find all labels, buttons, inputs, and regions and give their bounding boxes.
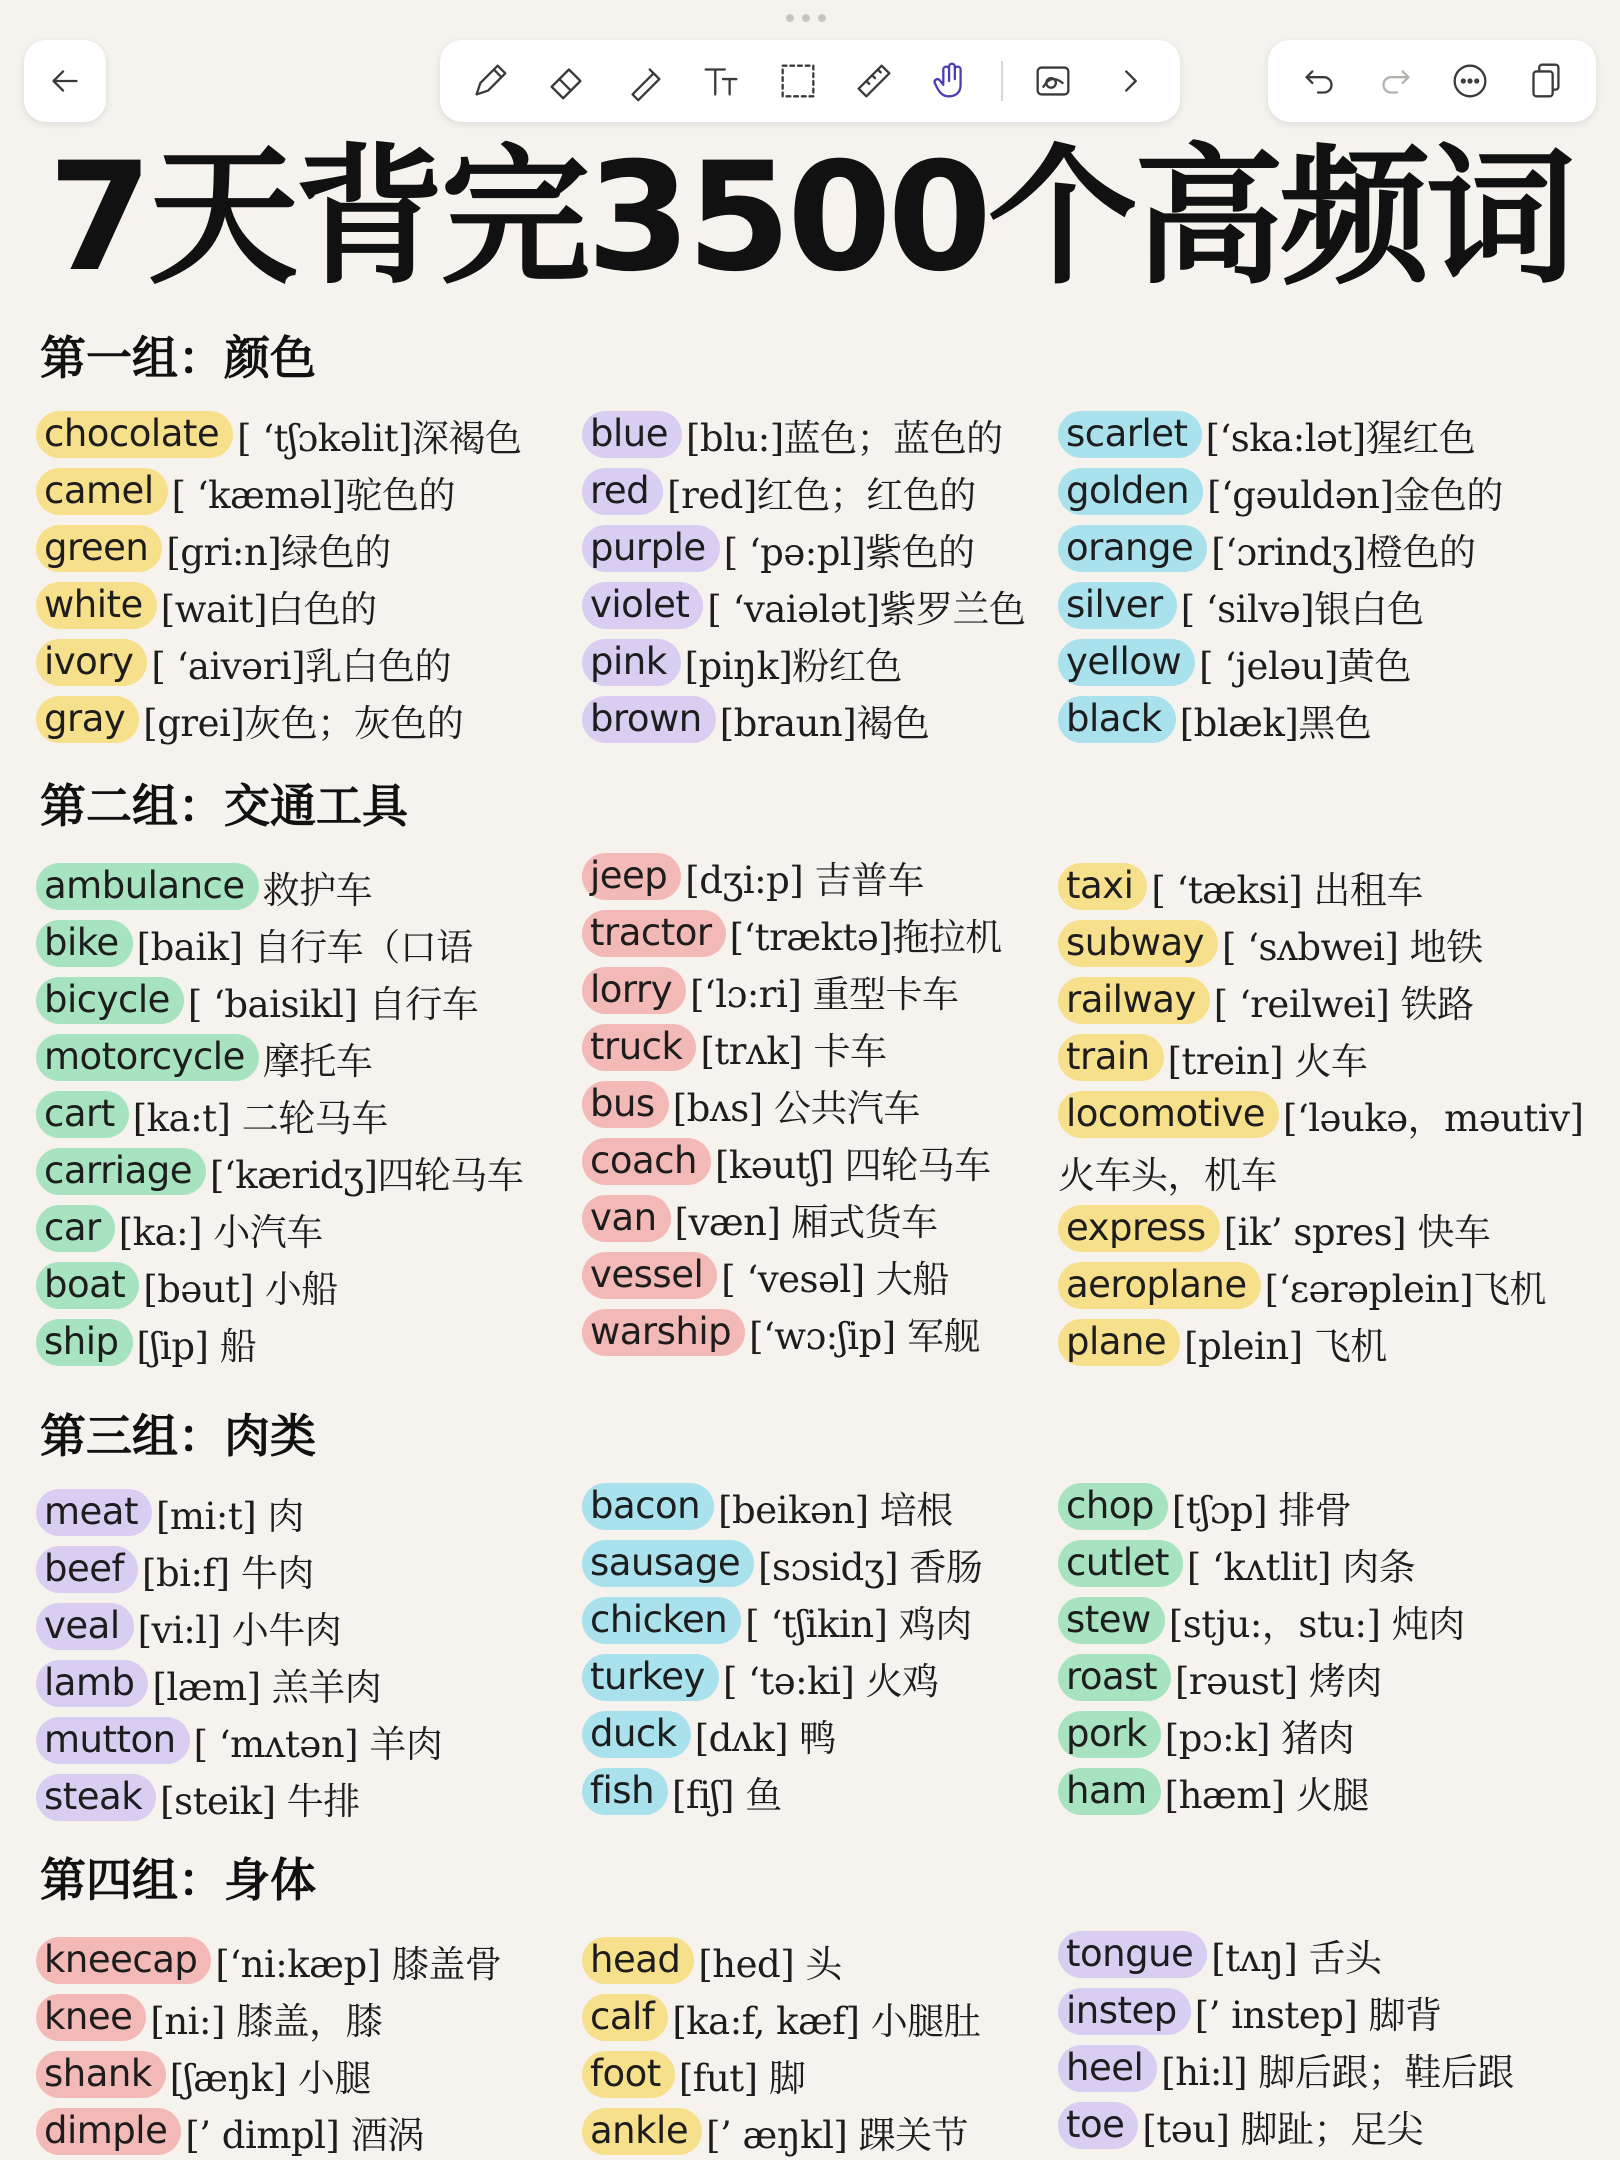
vocab-word: lorry — [582, 967, 686, 1014]
vocab-word: knee — [36, 1994, 146, 2041]
eraser-icon[interactable] — [540, 54, 594, 108]
vocab-definition: 救护车 — [262, 868, 373, 912]
vocab-word: heel — [1058, 2045, 1157, 2092]
vocab-entry — [36, 915, 556, 972]
vocab-entry — [36, 1029, 556, 1086]
toolbar-separator — [1001, 61, 1003, 101]
vocab-definition: [trʌk] 卡车 — [700, 1029, 887, 1073]
vocab-entry — [36, 1257, 556, 1314]
window-grabber[interactable] — [786, 14, 826, 22]
vocab-column — [36, 858, 556, 1371]
vocab-definition: [ ‘aivəri]乳白色的 — [151, 644, 452, 688]
vocab-word: jeep — [582, 853, 681, 900]
vocab-definition: [təu] 脚趾；足尖 — [1142, 2107, 1424, 2151]
vocab-entry — [582, 905, 1102, 962]
vocab-definition: [pɔ:k] 猪肉 — [1164, 1716, 1355, 1760]
vocab-definition: [plein] 飞机 — [1184, 1324, 1387, 1368]
vocab-entry — [36, 1769, 556, 1826]
vocab-word: meat — [36, 1489, 152, 1536]
vocab-word: chocolate — [36, 411, 233, 458]
vocab-definition: [vi:l] 小牛肉 — [137, 1608, 342, 1652]
vocab-definition: [braun]褐色 — [719, 701, 930, 745]
vocab-entry — [1058, 1706, 1578, 1763]
vocab-entry — [1058, 577, 1578, 634]
vocab-definition: [fut] 脚 — [678, 2056, 806, 2100]
vocab-word: cutlet — [1058, 1540, 1183, 1587]
vocab-word: ankle — [582, 2108, 702, 2155]
vocab-definition: [‘ni:kæp] 膝盖骨 — [215, 1942, 502, 1986]
highlighter-icon[interactable] — [617, 54, 671, 108]
vocab-entry — [582, 1763, 1102, 1820]
vocab-definition: [væn] 厢式货车 — [674, 1200, 938, 1244]
vocab-definition: [ʃæŋk] 小腿 — [169, 2056, 371, 2100]
vocab-definition: [fiʃ] 鱼 — [672, 1773, 782, 1817]
vocab-column — [1058, 406, 1578, 748]
vocab-word: blue — [582, 411, 682, 458]
vocab-word: golden — [1058, 468, 1203, 515]
pencil-icon[interactable] — [463, 54, 517, 108]
vocab-word: warship — [582, 1309, 745, 1356]
vocab-definition: [‘ɛərəplein]飞机 — [1264, 1267, 1546, 1311]
vocab-word: coach — [582, 1138, 711, 1185]
vocab-word: brown — [582, 696, 716, 743]
vocab-entry — [1058, 520, 1578, 577]
vocab-definition: [‘ɔrindʒ]橙色的 — [1211, 530, 1476, 574]
vocab-entry — [582, 1019, 1102, 1076]
vocab-definition: [tʃɔp] 排骨 — [1171, 1488, 1352, 1532]
vocab-word: toe — [1058, 2102, 1138, 2149]
vocab-entry — [1058, 1029, 1578, 1086]
vocab-definition: [rəust] 烤肉 — [1175, 1659, 1382, 1703]
vocab-entry — [36, 520, 556, 577]
vocab-definition: [ ‘mʌtən] 羊肉 — [193, 1722, 443, 1766]
vocab-definition: [trein] 火车 — [1167, 1039, 1368, 1083]
vocab-definition: [dʒi:p] 吉普车 — [685, 858, 924, 902]
vocab-word: bacon — [582, 1483, 714, 1530]
vocab-column — [582, 1932, 1102, 2160]
vocab-word: bicycle — [36, 977, 184, 1024]
vocab-entry — [582, 634, 1102, 691]
vocab-definition: [ ‘baisikl] 自行车 — [187, 982, 479, 1026]
vocab-definition: [gri:n]绿色的 — [166, 530, 391, 574]
vocab-word: ivory — [36, 639, 147, 686]
vocab-column — [36, 406, 556, 748]
vocab-entry — [582, 1706, 1102, 1763]
vocab-entry — [582, 1133, 1102, 1190]
vocab-column — [36, 1932, 556, 2160]
vocab-definition: [red]红色；红色的 — [667, 473, 976, 517]
vocab-definition: [hed] 头 — [698, 1942, 842, 1986]
vocab-column — [582, 406, 1102, 748]
vocab-definition: [mi:t] 肉 — [156, 1494, 304, 1538]
vocab-entry — [36, 406, 556, 463]
vocab-entry — [1058, 1926, 1578, 1983]
vocab-definition: [ka:] 小汽车 — [118, 1210, 323, 1254]
vocab-word: cart — [36, 1091, 129, 1138]
vocab-word: pink — [582, 639, 681, 686]
vocab-entry — [582, 1076, 1102, 1133]
vocab-definition: [wait]白色的 — [160, 587, 377, 631]
vocab-entry — [1058, 1200, 1578, 1257]
vocab-word: carriage — [36, 1148, 206, 1195]
vocab-word: plane — [1058, 1319, 1180, 1366]
vocab-word: turkey — [582, 1654, 719, 1701]
vocab-word: tractor — [582, 910, 726, 957]
vocab-definition: 火车头，机车 — [1058, 1153, 1277, 1197]
text-icon[interactable] — [694, 54, 748, 108]
vocab-entry — [1058, 1983, 1578, 2040]
vocab-word: purple — [582, 525, 720, 572]
vocab-word: subway — [1058, 920, 1218, 967]
vocab-word: steak — [36, 1774, 156, 1821]
vocab-word: camel — [36, 468, 168, 515]
vocab-word: kneecap — [36, 1937, 211, 1984]
vocab-word: railway — [1058, 977, 1210, 1024]
vocab-entry — [1058, 1649, 1578, 1706]
vocab-word: train — [1058, 1034, 1164, 1081]
vocab-entry — [1058, 1086, 1584, 1143]
vocab-definition: [ ‘reilwei] 铁路 — [1213, 982, 1474, 1026]
vocab-entry — [36, 2103, 556, 2160]
ruler-icon[interactable] — [847, 54, 901, 108]
vocab-entry — [582, 1592, 1102, 1649]
vocab-word: violet — [582, 582, 703, 629]
vocab-entry — [1058, 1143, 1578, 1200]
vocab-word: white — [36, 582, 157, 629]
vocab-definition: [ ‘sʌbwei] 地铁 — [1222, 925, 1483, 969]
vocab-word: chicken — [582, 1597, 741, 1644]
vocab-word: gray — [36, 696, 139, 743]
vocab-entry — [36, 1314, 556, 1371]
vocab-definition: [steik] 牛排 — [160, 1779, 360, 1823]
vocab-word: yellow — [1058, 639, 1195, 686]
vocab-definition: [tʌŋ] 舌头 — [1211, 1936, 1382, 1980]
vocab-word: bike — [36, 920, 133, 967]
vocab-entry — [582, 1989, 1102, 2046]
vocab-word: lamb — [36, 1660, 148, 1707]
vocab-entry — [582, 1304, 1102, 1361]
vocab-column — [36, 1484, 556, 1826]
lasso-select-icon[interactable] — [771, 54, 825, 108]
vocab-column — [1058, 1478, 1578, 1820]
vocab-definition: [blu:]蓝色；蓝色的 — [685, 416, 1003, 460]
chevron-right-icon[interactable] — [1103, 54, 1157, 108]
vocab-entry — [36, 972, 556, 1029]
vocab-word: express — [1058, 1205, 1220, 1252]
vocab-entry — [1058, 1535, 1578, 1592]
vocab-word: sausage — [582, 1540, 754, 1587]
vocab-word: instep — [1058, 1988, 1191, 2035]
vocab-entry — [36, 2046, 556, 2103]
copy-icon[interactable] — [1518, 54, 1572, 108]
vocab-column — [582, 848, 1102, 1361]
vocab-word: boat — [36, 1262, 139, 1309]
vocab-entry — [582, 2103, 1102, 2160]
vocab-word: orange — [1058, 525, 1207, 572]
vocab-definition: [beikən] 培根 — [718, 1488, 953, 1532]
vocab-definition: [ka:f, kæf] 小腿肚 — [672, 1999, 981, 2043]
image-insert-icon[interactable] — [1026, 54, 1080, 108]
vocab-definition: [grei]灰色；灰色的 — [143, 701, 464, 745]
vocab-word: beef — [36, 1546, 138, 1593]
vocab-entry — [36, 1086, 556, 1143]
vocab-word: mutton — [36, 1717, 190, 1764]
vocab-definition: [‘gəuldən]金色的 — [1207, 473, 1503, 517]
vocab-word: black — [1058, 696, 1176, 743]
vocab-definition: [bəut] 小船 — [143, 1267, 338, 1311]
vocab-entry — [1058, 691, 1578, 748]
vocab-word: veal — [36, 1603, 134, 1650]
vocab-entry — [1058, 406, 1578, 463]
vocab-word: shank — [36, 2051, 166, 2098]
vocab-entry — [582, 406, 1102, 463]
vocab-definition: [‘ləukə，məutiv] — [1283, 1096, 1584, 1140]
redo-icon[interactable] — [1368, 54, 1422, 108]
vocab-entry — [582, 1190, 1102, 1247]
undo-icon[interactable] — [1293, 54, 1347, 108]
vocab-definition: [ ‘tæksi] 出租车 — [1151, 868, 1423, 912]
vocab-word: fish — [582, 1768, 668, 1815]
vocab-entry — [582, 848, 1102, 905]
vocab-definition: 摩托车 — [262, 1039, 373, 1083]
vocab-word: truck — [582, 1024, 696, 1071]
group-title: 第三组：肉类 — [40, 1409, 316, 1463]
vocab-definition: [ ‘kæməl]驼色的 — [171, 473, 456, 517]
vocab-definition: [ ‘tʃɔkəlit]深褐色 — [237, 416, 522, 460]
vocab-entry — [582, 1247, 1102, 1304]
group-title: 第一组：颜色 — [40, 331, 316, 385]
vocab-entry — [36, 1712, 556, 1769]
vocab-entry — [36, 577, 556, 634]
vocab-definition: [’ dimpl] 酒涡 — [185, 2113, 424, 2157]
vocab-entry — [1058, 1763, 1578, 1820]
vocab-definition: [ʃip] 船 — [136, 1324, 257, 1368]
vocab-column — [1058, 1926, 1578, 2154]
back-toolbar — [24, 40, 106, 122]
vocab-word: aeroplane — [1058, 1262, 1261, 1309]
group-title: 第四组：身体 — [40, 1853, 316, 1907]
vocab-entry — [36, 463, 556, 520]
vocab-entry — [582, 520, 1102, 577]
vocab-definition: [‘træktə]拖拉机 — [729, 915, 1002, 959]
vocab-entry — [582, 1932, 1102, 1989]
vocab-definition: [kəutʃ] 四轮马车 — [714, 1143, 991, 1187]
vocab-entry — [1058, 2097, 1578, 2154]
vocab-entry — [582, 2046, 1102, 2103]
vocab-entry — [1058, 1257, 1578, 1314]
vocab-entry — [1058, 1314, 1578, 1371]
vocab-definition: [ ‘vaiələt]紫罗兰色 — [707, 587, 1026, 631]
vocab-word: silver — [1058, 582, 1177, 629]
vocab-entry — [36, 1541, 556, 1598]
vocab-word: scarlet — [1058, 411, 1202, 458]
drawing-toolbar — [440, 40, 1180, 122]
vocab-entry — [36, 634, 556, 691]
vocab-word: dimple — [36, 2108, 181, 2155]
vocab-word: head — [582, 1937, 694, 1984]
actions-toolbar — [1268, 40, 1596, 122]
vocab-word: ham — [1058, 1768, 1161, 1815]
vocab-entry — [1058, 972, 1578, 1029]
vocab-definition: [ ‘jeləu]黄色 — [1199, 644, 1411, 688]
vocab-definition: [hæm] 火腿 — [1164, 1773, 1369, 1817]
vocab-definition: [læm] 羔羊肉 — [152, 1665, 382, 1709]
vocab-column — [1058, 858, 1584, 1371]
vocab-entry — [36, 691, 556, 748]
vocab-word: stew — [1058, 1597, 1165, 1644]
vocab-entry — [1058, 463, 1578, 520]
vocab-entry — [36, 1932, 556, 1989]
vocab-definition: [hi:l] 脚后跟；鞋后跟 — [1161, 2050, 1514, 2094]
vocab-word: red — [582, 468, 663, 515]
vocab-definition: [ ‘pə:pl]紫色的 — [723, 530, 975, 574]
vocab-definition: [ ‘silvə]银白色 — [1180, 587, 1424, 631]
vocab-entry — [36, 858, 556, 915]
hand-icon[interactable] — [924, 54, 978, 108]
vocab-entry — [582, 577, 1102, 634]
vocab-word: ambulance — [36, 863, 259, 910]
vocab-entry — [582, 1535, 1102, 1592]
vocab-entry — [1058, 858, 1578, 915]
vocab-definition: [ni:] 膝盖，膝 — [150, 1999, 383, 2043]
vocab-definition: [’ æŋkl] 踝关节 — [706, 2113, 969, 2157]
vocab-word: bus — [582, 1081, 669, 1128]
vocab-entry — [1058, 2040, 1578, 2097]
page-title: 7天背完3500个高频词 — [48, 131, 1572, 305]
vocab-entry — [1058, 1478, 1578, 1535]
vocab-entry — [36, 1598, 556, 1655]
vocab-word: tongue — [1058, 1931, 1207, 1978]
vocab-entry — [36, 1484, 556, 1541]
vocab-definition: [stju:，stu:] 炖肉 — [1168, 1602, 1465, 1646]
vocab-entry — [36, 1655, 556, 1712]
vocab-definition: [’ instep] 脚背 — [1194, 1993, 1442, 2037]
vocab-definition: [ ‘tʃikin] 鸡肉 — [745, 1602, 972, 1646]
vocab-word: calf — [582, 1994, 668, 2041]
vocab-definition: [‘wɔ:ʃip] 军舰 — [749, 1314, 980, 1358]
vocab-definition: [ka:t] 二轮马车 — [132, 1096, 388, 1140]
vocab-entry — [1058, 915, 1578, 972]
vocab-word: taxi — [1058, 863, 1147, 910]
vocab-column — [582, 1478, 1102, 1820]
vocab-word: chop — [1058, 1483, 1168, 1530]
vocab-definition: [‘kæridʒ]四轮马车 — [210, 1153, 524, 1197]
vocab-word: ship — [36, 1319, 133, 1366]
vocab-entry — [1058, 1592, 1578, 1649]
vocab-entry — [1058, 634, 1578, 691]
vocab-definition: [‘ska:lət]猩红色 — [1205, 416, 1476, 460]
vocab-entry — [582, 691, 1102, 748]
vocab-word: locomotive — [1058, 1091, 1279, 1138]
vocab-definition: [ik’ spres] 快车 — [1223, 1210, 1491, 1254]
vocab-entry — [582, 1478, 1102, 1535]
arrow-left-icon[interactable] — [38, 54, 92, 108]
vocab-definition: [bʌs] 公共汽车 — [672, 1086, 920, 1130]
vocab-word: foot — [582, 2051, 675, 2098]
vocab-entry — [582, 962, 1102, 1019]
vocab-entry — [582, 463, 1102, 520]
vocab-definition: [piŋk]粉红色 — [684, 644, 902, 688]
vocab-definition: [‘lɔ:ri] 重型卡车 — [690, 972, 959, 1016]
vocab-word: van — [582, 1195, 671, 1242]
vocab-definition: [bi:f] 牛肉 — [142, 1551, 314, 1595]
more-icon[interactable] — [1443, 54, 1497, 108]
vocab-word: pork — [1058, 1711, 1161, 1758]
vocab-entry — [36, 1989, 556, 2046]
vocab-definition: [ ‘kʌtlit] 肉条 — [1186, 1545, 1416, 1589]
vocab-entry — [36, 1143, 556, 1200]
vocab-word: green — [36, 525, 162, 572]
vocab-word: car — [36, 1205, 115, 1252]
vocab-word: vessel — [582, 1252, 717, 1299]
vocab-word: roast — [1058, 1654, 1171, 1701]
vocab-entry — [36, 1200, 556, 1257]
vocab-word: motorcycle — [36, 1034, 259, 1081]
vocab-definition: [dʌk] 鸭 — [694, 1716, 836, 1760]
vocab-definition: [baik] 自行车（口语 — [136, 925, 473, 969]
vocab-definition: [ ‘vesəl] 大船 — [721, 1257, 949, 1301]
vocab-word: duck — [582, 1711, 691, 1758]
vocab-entry — [582, 1649, 1102, 1706]
vocab-definition: [sɔsidʒ] 香肠 — [758, 1545, 983, 1589]
vocab-definition: [blæk]黑色 — [1179, 701, 1372, 745]
group-title: 第二组：交通工具 — [40, 779, 408, 833]
vocab-definition: [ ‘tə:ki] 火鸡 — [722, 1659, 939, 1703]
